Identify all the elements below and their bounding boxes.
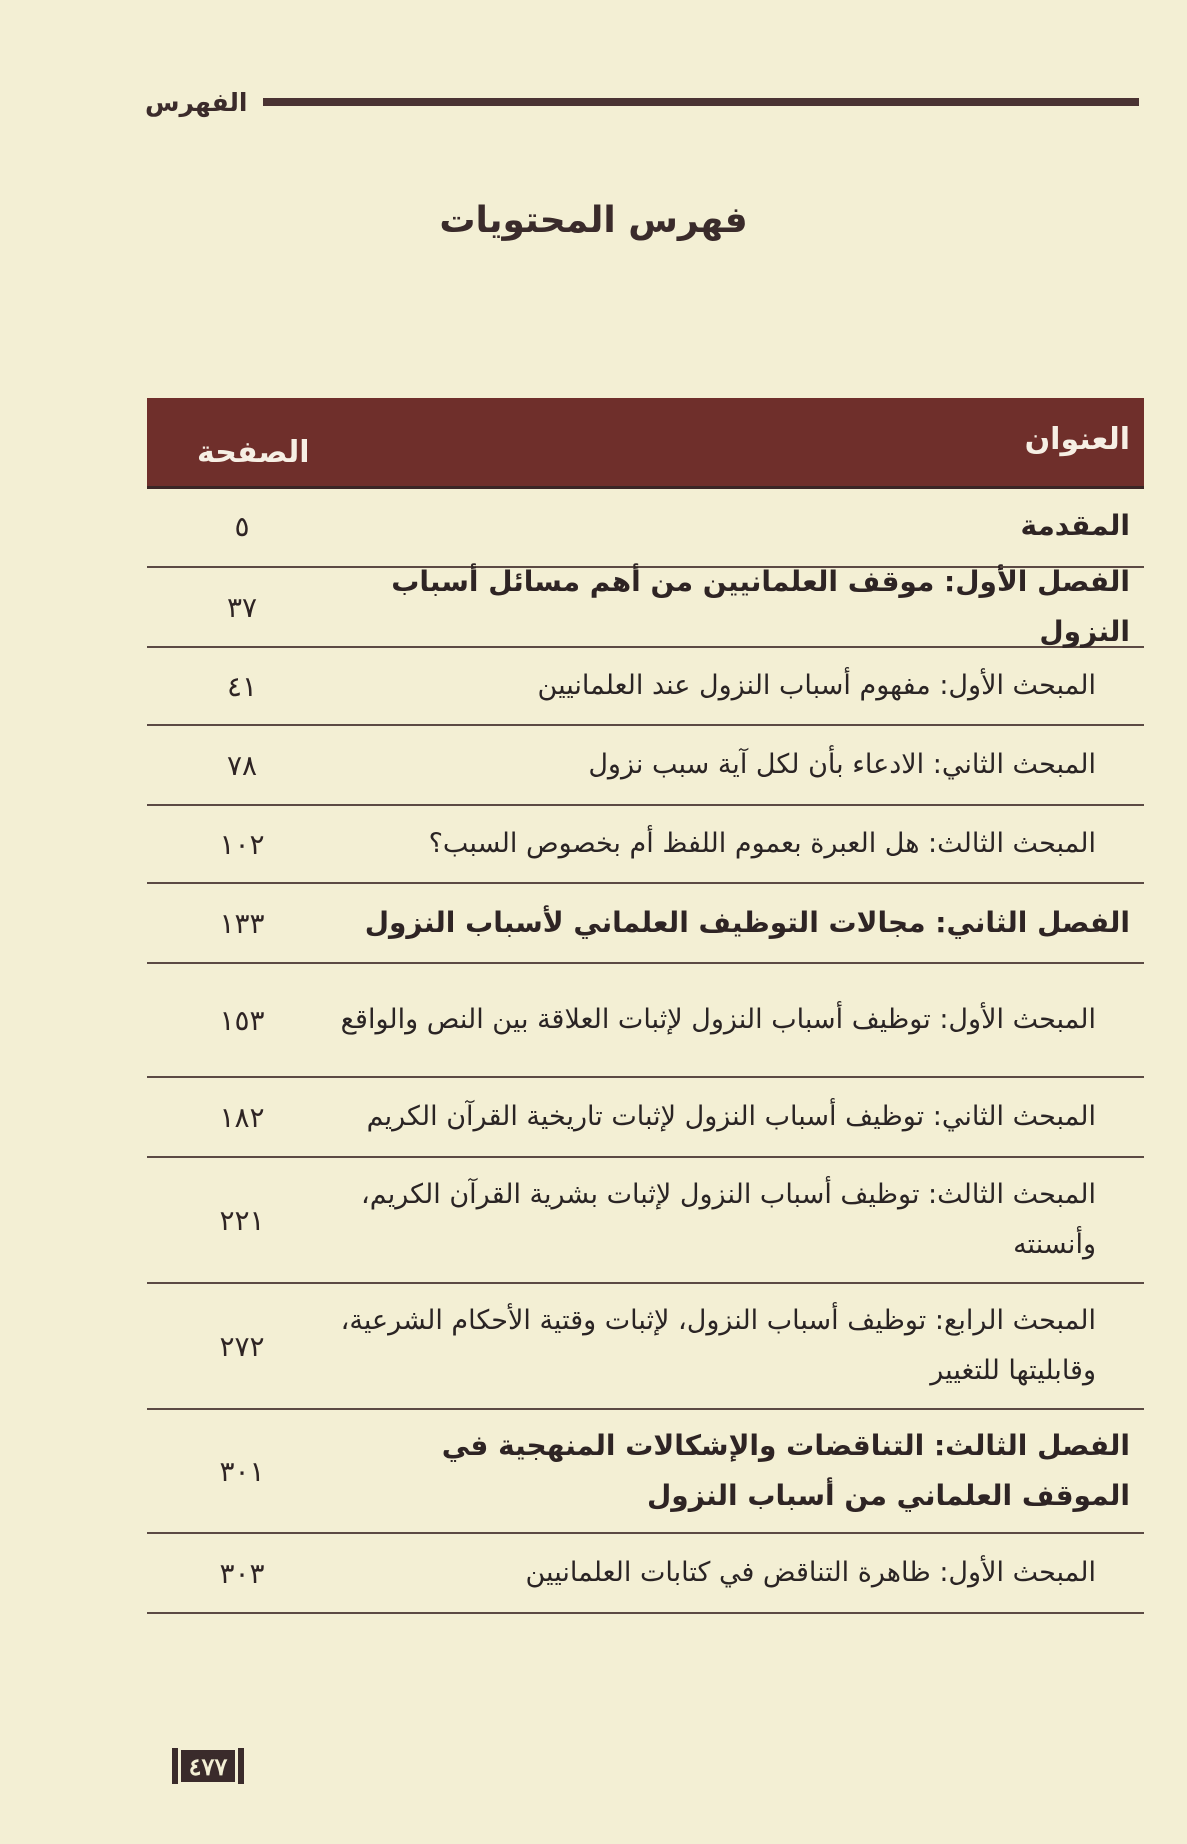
- page-number: ٤٧٧: [181, 1750, 235, 1782]
- toc-entry-page: ١٠٢: [219, 827, 265, 861]
- toc-entry-title: الفصل الأول: موقف العلمانيين من أهم مسائل أسباب النزول: [391, 565, 1130, 648]
- toc-row[interactable]: [147, 1158, 1144, 1284]
- toc-entry-page: ٣٠١: [219, 1454, 265, 1488]
- running-header: [145, 88, 1139, 128]
- toc-entry-page: ٥: [234, 509, 250, 543]
- toc-entry-title: المبحث الثالث: توظيف أسباب النزول لإثبات بشرية القرآن الكريم، وأنسنته: [361, 1179, 1096, 1260]
- toc-row[interactable]: [147, 1410, 1144, 1534]
- toc-row[interactable]: [147, 565, 1144, 648]
- folio-bar-right: [238, 1748, 244, 1784]
- toc-entry-title: المقدمة: [1020, 509, 1130, 542]
- toc-row[interactable]: [147, 726, 1144, 806]
- toc-entry-page: ٢٢١: [219, 1203, 265, 1237]
- toc-row[interactable]: [147, 964, 1144, 1078]
- toc-entry-title: المبحث الثالث: هل العبرة بعموم اللفظ أم بخصوص السبب؟: [428, 828, 1096, 859]
- toc-entry-title: المبحث الثاني: توظيف أسباب النزول لإثبات تاريخية القرآن الكريم: [366, 1101, 1096, 1132]
- toc-entry-title: المبحث الثاني: الادعاء بأن لكل آية سبب نزول: [588, 749, 1096, 780]
- toc-entry-title: المبحث الأول: ظاهرة التناقض في كتابات العلمانيين: [525, 1557, 1096, 1588]
- toc-entry-title: المبحث الأول: مفهوم أسباب النزول عند العلمانيين: [537, 670, 1096, 701]
- toc-entry-page: ٤١: [226, 669, 258, 703]
- toc-row[interactable]: [147, 1534, 1144, 1614]
- toc-entry-page: ٣٧: [226, 590, 258, 624]
- toc-entry-page: ٢٧٢: [219, 1329, 265, 1363]
- page-number-box: [172, 1746, 244, 1786]
- toc-entry-page: ١٥٣: [219, 1003, 265, 1037]
- toc-row[interactable]: [147, 1078, 1144, 1158]
- toc-entry-page: ٧٨: [226, 748, 258, 782]
- toc-row[interactable]: [147, 1284, 1144, 1410]
- toc-entry-title: الفصل الثاني: مجالات التوظيف العلماني لأسباب النزول: [364, 906, 1130, 939]
- folio-bar-left: [172, 1748, 178, 1784]
- running-header-title: الفهرس: [145, 88, 248, 117]
- toc-entry-title: الفصل الثالث: التناقضات والإشكالات المنهجية في الموقف العلماني من أسباب النزول: [441, 1429, 1130, 1512]
- toc-entry-title: المبحث الرابع: توظيف أسباب النزول، لإثبات وقتية الأحكام الشرعية، وقابليتها للتغيير: [340, 1305, 1096, 1386]
- page-title: فهرس المحتويات: [439, 200, 748, 241]
- toc-entry-title: المبحث الأول: توظيف أسباب النزول لإثبات العلاقة بين النص والواقع: [340, 1004, 1096, 1035]
- toc-entry-page: ١٣٣: [219, 906, 265, 940]
- toc-entry-page: ١٨٢: [219, 1100, 265, 1134]
- toc-row[interactable]: [147, 486, 1144, 568]
- toc-row[interactable]: [147, 884, 1144, 964]
- toc-row[interactable]: [147, 648, 1144, 726]
- toc-entry-page: ٣٠٣: [219, 1556, 265, 1590]
- toc-table: [147, 398, 1144, 1614]
- header-title-column: العنوان: [1024, 421, 1130, 457]
- toc-row[interactable]: [147, 806, 1144, 884]
- header-rule: [263, 98, 1139, 106]
- header-page-column: الصفحة: [197, 434, 310, 470]
- toc-header: [147, 398, 1144, 486]
